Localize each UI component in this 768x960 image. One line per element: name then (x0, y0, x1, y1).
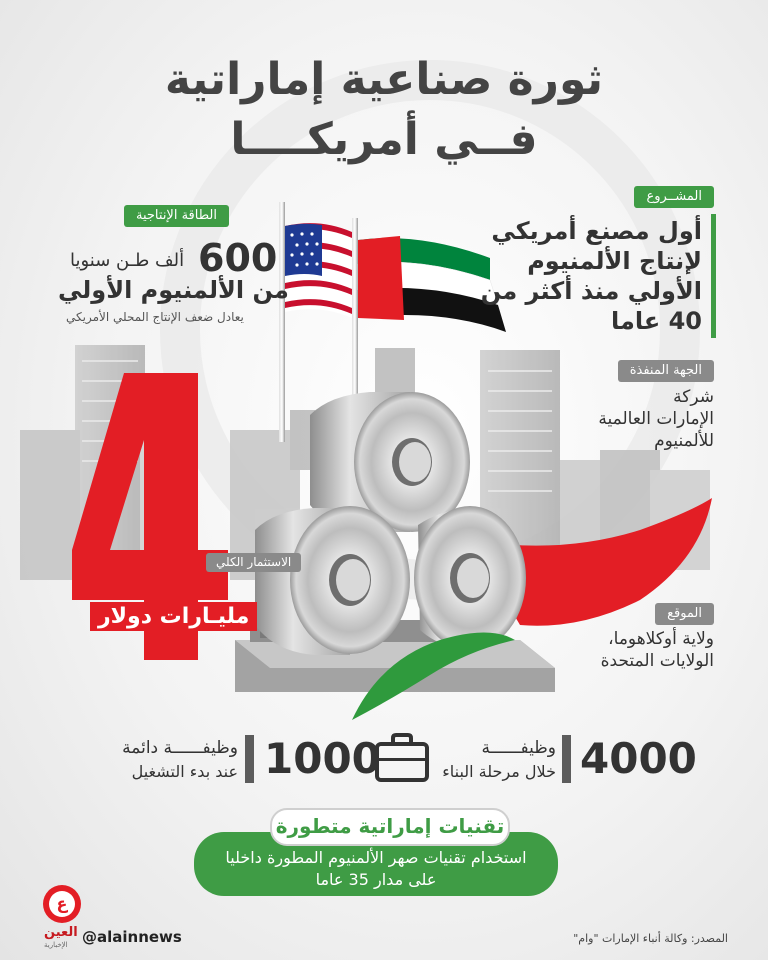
project-line: لإنتاج الألمنيوم (527, 247, 702, 275)
executor-line: الإمارات العالمية (598, 409, 714, 429)
jobs-bar-left (245, 735, 254, 783)
executor-line: للألمنيوم (654, 431, 714, 451)
tech-label: تقنيات إماراتية متطورة (270, 808, 510, 846)
us-flag-icon (285, 223, 352, 318)
location-text (601, 628, 714, 672)
logo-name: العين (44, 925, 78, 940)
jobs-construction-sub: خلال مرحلة البناء (442, 762, 556, 781)
executor-line: شركة (673, 387, 714, 407)
location-label: الموقع (655, 603, 714, 625)
project-line: 40 عاما (610, 307, 702, 335)
main-title-line1: ثورة صناعية إماراتية (164, 54, 604, 105)
social-handle: @alainnews (82, 928, 182, 946)
flag-pole-left (279, 202, 285, 442)
investment-unit: مليـارات دولار (90, 602, 257, 631)
project-line: أول مصنع أمريكي (491, 217, 702, 245)
jobs-permanent-label: وظيفــــــة دائمة (122, 738, 238, 758)
main-title-line2: فــي أمريكــــا (230, 114, 538, 165)
tech-line: استخدام تقنيات صهر الألمنيوم المطورة داخليا (225, 848, 527, 867)
executor-text (598, 386, 714, 452)
location-line: ولاية أوكلاهوما، (608, 629, 714, 649)
logo-letter: ع (56, 894, 68, 913)
jobs-permanent-number: 1000 (264, 734, 381, 783)
jobs-bar-right (562, 735, 571, 783)
project-line: الأولي منذ أكثر من (480, 277, 702, 305)
project-bar (711, 214, 716, 338)
briefcase-icon (377, 735, 427, 780)
capacity-product: من الألمنيوم الأولي (58, 276, 289, 304)
jobs-construction-label: وظيفــــــة (481, 738, 556, 758)
tech-line: على مدار 35 عاما (315, 870, 437, 889)
project-label: المشــروع (634, 186, 714, 208)
capacity-label: الطاقة الإنتاجية (124, 205, 229, 227)
capacity-number: 600 (198, 236, 278, 280)
capacity-note: يعادل ضعف الإنتاج المحلي الأمريكي (66, 310, 244, 324)
source-text: المصدر: وكالة أنباء الإمارات "وام" (573, 932, 728, 945)
capacity-unit: ألف طـن سنويا (70, 250, 185, 271)
location-line: الولايات المتحدة (600, 651, 714, 671)
jobs-construction-number: 4000 (580, 734, 697, 783)
project-text (481, 216, 702, 336)
executor-label: الجهة المنفذة (618, 360, 714, 382)
logo-sub: الإخبارية (44, 941, 68, 949)
investment-label: الاستثمار الكلي (206, 553, 301, 572)
jobs-permanent-sub: عند بدء التشغيل (131, 762, 238, 781)
